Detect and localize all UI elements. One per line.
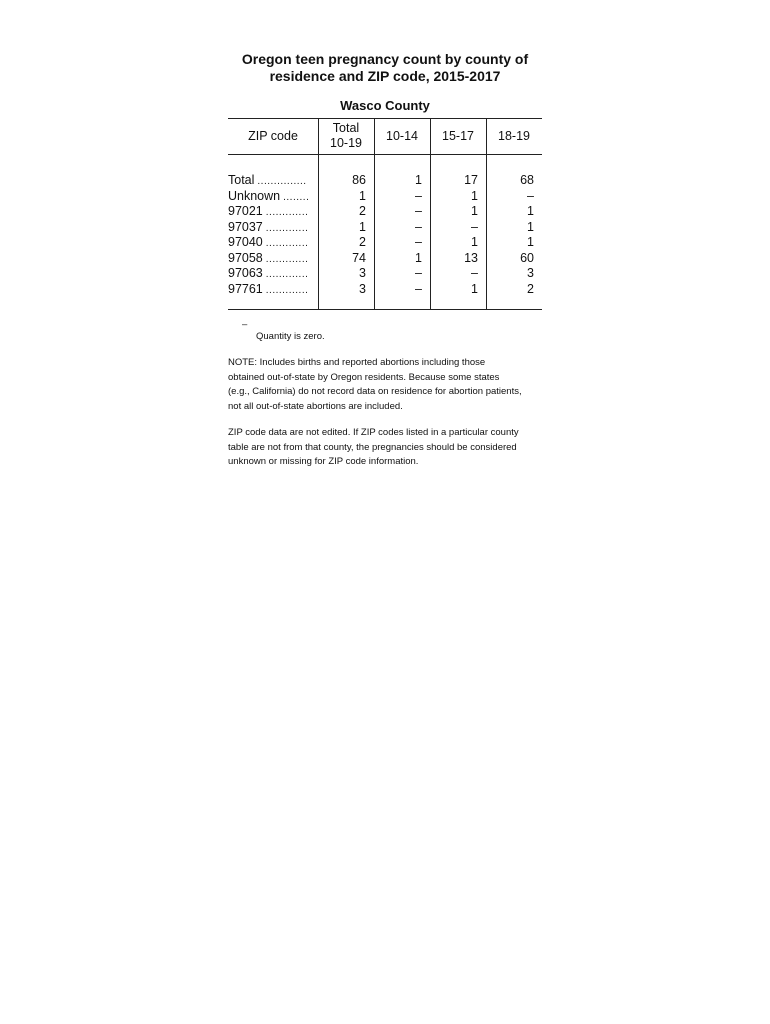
- cell-total: 2: [359, 204, 366, 218]
- cell-15-17: –: [471, 266, 478, 280]
- table-row: [228, 235, 542, 251]
- table-row: [228, 220, 542, 236]
- row-label: 97063 .............: [228, 266, 309, 280]
- county-subtitle: Wasco County: [340, 98, 430, 113]
- cell-10-14: –: [415, 281, 422, 296]
- title-line-1: Oregon teen pregnancy count by county of: [241, 51, 529, 67]
- cell-10-14: 1: [415, 173, 422, 187]
- cell-10-14: –: [415, 219, 422, 234]
- row-label: Total ...............: [228, 173, 307, 187]
- cell-18-19: 60: [520, 250, 534, 265]
- row-label: 97037 .............: [228, 219, 309, 234]
- table-header-rule: [228, 154, 542, 155]
- header-total-line-1: Total: [332, 121, 360, 135]
- note-line: unknown or missing for ZIP code information.: [228, 456, 419, 468]
- row-label: Unknown ........: [228, 188, 310, 203]
- footnote-text: Quantity is zero.: [256, 331, 325, 342]
- header-age-10-14: 10-14: [386, 128, 418, 143]
- note-paragraph-2: [228, 426, 544, 470]
- cell-15-17: 17: [464, 173, 478, 187]
- pregnancy-table: [228, 118, 542, 310]
- header-zip-code: ZIP code: [248, 128, 298, 143]
- cell-15-17: 1: [471, 281, 478, 296]
- cell-18-19: 1: [527, 219, 534, 234]
- cell-total: 3: [359, 266, 366, 280]
- header-age-18-19: 18-19: [498, 128, 530, 143]
- table-row: [228, 251, 542, 267]
- note-line: obtained out-of-state by Oregon residents. Because some states: [228, 371, 500, 383]
- cell-total: 86: [352, 173, 366, 187]
- table-row: [228, 204, 542, 220]
- cell-total: 74: [352, 250, 366, 265]
- cell-total: 3: [359, 281, 366, 296]
- header-total-line-2: 10-19: [330, 136, 362, 150]
- note-line: ZIP code data are not edited. If ZIP codes listed in a particular county: [228, 427, 519, 438]
- cell-18-19: 68: [520, 173, 534, 187]
- cell-15-17: 1: [471, 204, 478, 218]
- header-age-15-17: 15-17: [442, 128, 474, 143]
- note-paragraph-1: [228, 356, 544, 415]
- cell-15-17: 1: [471, 235, 478, 249]
- table-row: [228, 189, 542, 205]
- header-total-10-19: [318, 118, 374, 154]
- note-line: table are not from that county, the pregnancies should be considered: [228, 441, 517, 453]
- table-bottom-rule: [228, 309, 542, 310]
- table-row: [228, 282, 542, 298]
- footnote-symbol: –: [242, 319, 248, 330]
- row-label: 97040 .............: [228, 235, 309, 249]
- cell-18-19: –: [527, 188, 534, 203]
- cell-total: 2: [359, 235, 366, 249]
- title-line-2: residence and ZIP code, 2015-2017: [269, 68, 501, 84]
- table-body: [228, 173, 542, 297]
- cell-10-14: –: [415, 266, 422, 280]
- cell-10-14: –: [415, 235, 422, 249]
- cell-18-19: 3: [527, 266, 534, 280]
- cell-18-19: 2: [527, 281, 534, 296]
- table-row: [228, 173, 542, 189]
- cell-10-14: –: [415, 204, 422, 218]
- cell-total: 1: [359, 188, 366, 203]
- page-title: [200, 51, 570, 85]
- cell-total: 1: [359, 219, 366, 234]
- note-line: not all out-of-state abortions are included.: [228, 401, 403, 413]
- row-label: 97058 .............: [228, 250, 309, 265]
- note-line: NOTE: Includes births and reported abortions including those: [228, 357, 486, 368]
- cell-18-19: 1: [527, 204, 534, 218]
- cell-10-14: –: [415, 188, 422, 203]
- row-label: 97021 .............: [228, 204, 309, 218]
- note-line: (e.g., California) do not record data on residence for abortion patients,: [228, 386, 522, 398]
- cell-10-14: 1: [415, 250, 422, 265]
- table-row: [228, 266, 542, 282]
- cell-15-17: 1: [471, 188, 478, 203]
- cell-15-17: 13: [464, 250, 478, 265]
- cell-15-17: –: [471, 219, 478, 234]
- row-label: 97761 .............: [228, 281, 309, 296]
- cell-18-19: 1: [527, 235, 534, 249]
